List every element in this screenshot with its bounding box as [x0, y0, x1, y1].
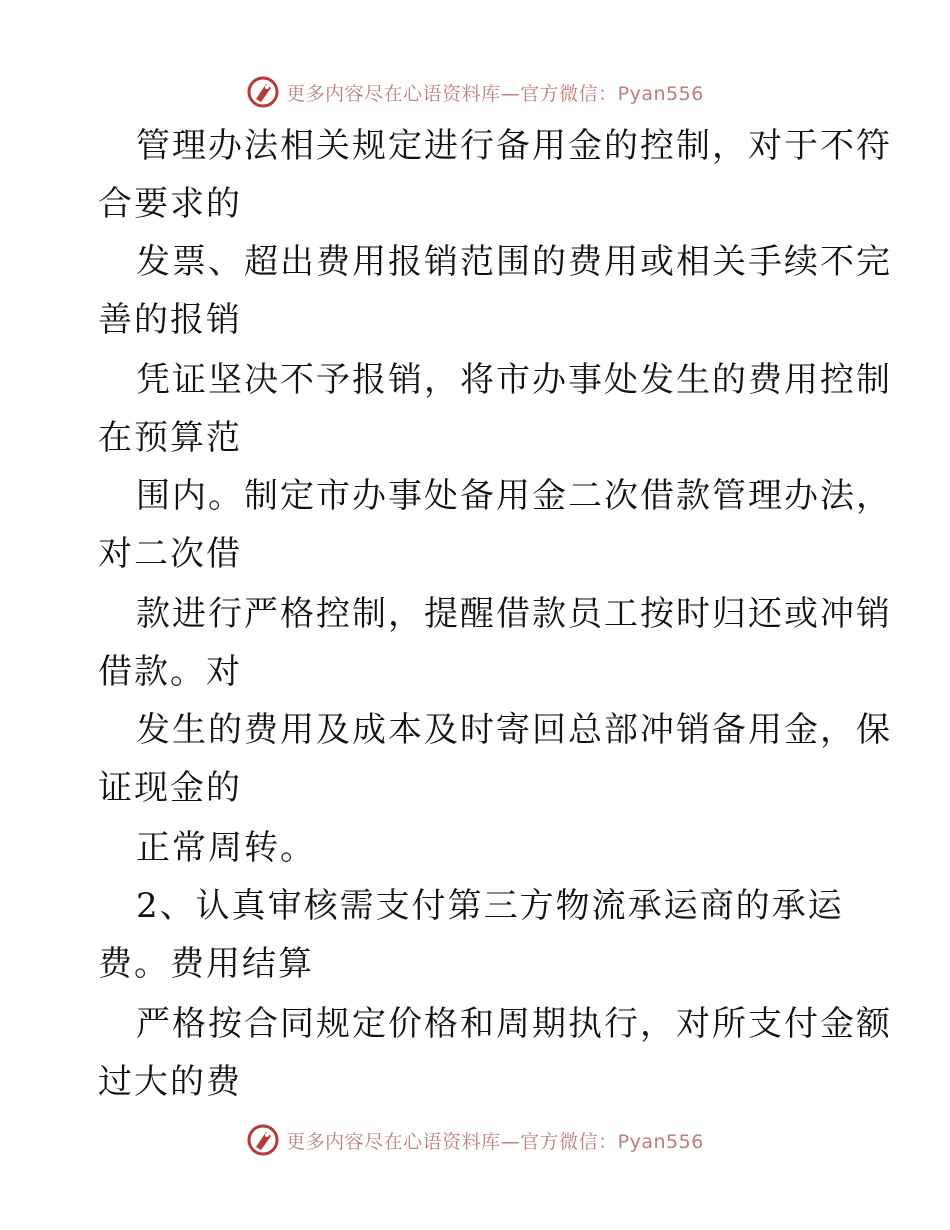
text-line: 善的报销 [98, 300, 242, 340]
text-line: 费。费用结算 [98, 944, 314, 984]
text-line: 在预算范 [98, 418, 242, 458]
text-line: 2、认真审核需支付第三方物流承运商的承运 [136, 886, 844, 926]
watermark-text: 更多内容尽在心语资料库—官方微信：Pyan556 [286, 1130, 704, 1153]
pen-nib-logo-icon [246, 1123, 280, 1157]
header-watermark [0, 72, 950, 112]
text-line: 发票、超出费用报销范围的费用或相关手续不完 [136, 242, 892, 282]
text-line: 凭证坚决不予报销，将市办事处发生的费用控制 [136, 360, 892, 400]
text-line: 借款。对 [98, 652, 242, 692]
text-line: 款进行严格控制，提醒借款员工按时归还或冲销 [136, 594, 892, 634]
text-line: 严格按合同规定价格和周期执行，对所支付金额 [136, 1004, 892, 1044]
text-line: 围内。制定市办事处备用金二次借款管理办法， [136, 476, 892, 516]
footer-watermark [0, 1120, 950, 1160]
text-line: 过大的费 [98, 1062, 242, 1102]
watermark-text: 更多内容尽在心语资料库—官方微信：Pyan556 [286, 82, 704, 105]
text-line: 对二次借 [98, 534, 242, 574]
text-line: 正常周转。 [136, 828, 316, 868]
pen-nib-logo-icon [246, 75, 280, 109]
text-line: 管理办法相关规定进行备用金的控制，对于不符 [136, 126, 892, 166]
text-line: 证现金的 [98, 768, 242, 808]
text-line: 合要求的 [98, 184, 242, 224]
text-line: 发生的费用及成本及时寄回总部冲销备用金，保 [136, 710, 892, 750]
